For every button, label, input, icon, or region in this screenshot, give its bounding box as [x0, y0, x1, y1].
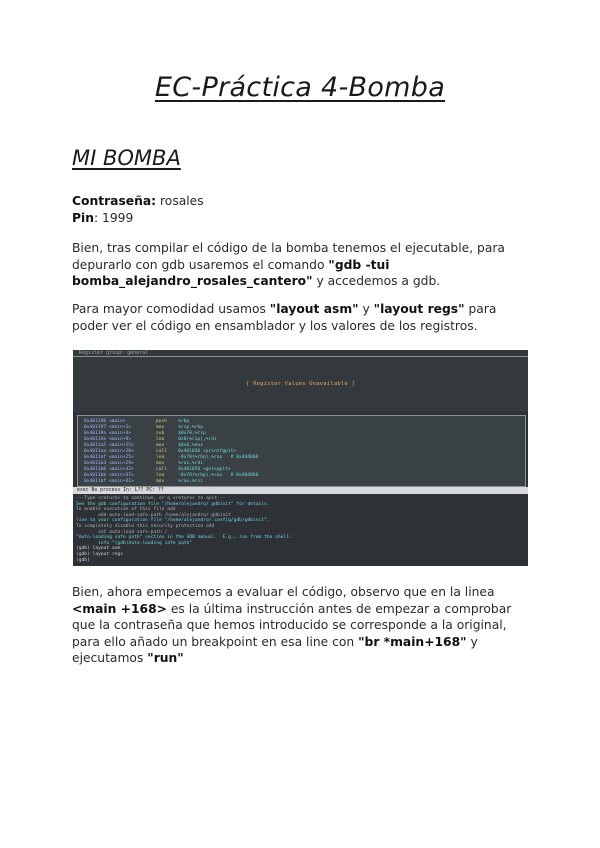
paragraph-gdb [72, 240, 532, 290]
asm-operands: -0x70(%rbp),%rax # 0x404060 [178, 455, 259, 460]
asm-opcode: call [155, 449, 179, 454]
asm-opcode: mov [155, 461, 179, 466]
gdb-output-line: To enable execution of this file add [76, 507, 176, 513]
paragraph-layout-text: Para mayor comodidad usamos [72, 302, 270, 316]
gdb-output-line: set auto-load safe-path / [76, 529, 168, 535]
section-title: MI BOMBA [72, 146, 181, 170]
document-title: EC-Práctica 4-Bomba [154, 72, 446, 103]
gdb-output-line: See the gdb configuration file "/home/alejandro/.gdbinit" for details. [76, 501, 270, 507]
gdb-output-line: line to your configuration file "/home/alejandro/.config/gdb/gdbinit". [76, 518, 270, 524]
asm-address: 0x4011bb <main+37> [84, 473, 156, 478]
gdb-output-line: (gdb) layout regs [76, 552, 124, 557]
asm-opcode: mov [155, 425, 179, 430]
paragraph-gdb-end: y accedemos a gdb. [312, 274, 441, 288]
asm-address: 0x40119e <main+8> [84, 437, 156, 442]
command-pane [76, 496, 524, 564]
gdb-terminal-screenshot [73, 350, 528, 566]
status-left: exec No process In: L?? PC: ?? [77, 488, 164, 493]
paragraph-layout [72, 301, 532, 334]
asm-operands: %rax,%rdi [178, 461, 203, 466]
layout-asm-command: "layout asm" [269, 302, 359, 316]
gdb-output-line: ---Type <return> to continue, or q <return> to quit--- [76, 496, 226, 501]
paragraph-breakpoint-mid: es la última instrucción antes de empezar a comprobar que la contraseña que hemos introducido se corresponde a la original, para ello añado un breakpoint en esa line con [72, 601, 512, 649]
register-values-unavailable: [ Register Values Unavailable ] [246, 381, 355, 387]
asm-opcode: mov [155, 443, 179, 448]
asm-opcode: mov [155, 479, 179, 484]
gdb-command: "gdb -tui bomba_alejandro_rosales_cantero" [72, 257, 390, 288]
asm-address: 0x4011aa <main+20> [84, 449, 156, 454]
asm-line [84, 479, 203, 485]
asm-operands: $0x70,%rsp [178, 431, 206, 436]
gdb-output-line: (gdb) [76, 557, 93, 563]
asm-address: 0x4011bf <main+41> [84, 479, 156, 484]
paragraph-breakpoint-and: y ejecutamos [72, 634, 478, 665]
gdb-output-line: info "(gdb)Auto-loading safe path" [76, 540, 193, 546]
asm-address: 0x401196 <main> [84, 419, 156, 424]
asm-operands: 0x401050 <gets@plt> [178, 467, 231, 472]
asm-operands: %rax,%rsi [178, 479, 203, 484]
gdb-output-line: add-auto-load-safe-path /home/alejandro/.gdbinit [76, 512, 231, 518]
asm-opcode: lea [155, 455, 179, 460]
asm-operands: -0x70(%rbp),%rax # 0x404060 [178, 473, 259, 478]
gdb-output-line: "Auto-loading safe path" section in the GDB manual. E.g., run from the shell: [76, 535, 292, 541]
layout-regs-command: "layout regs" [373, 302, 465, 316]
pin-value: : 1999 [93, 210, 134, 225]
register-pane-label: Register group: general [79, 350, 149, 356]
credentials-block [72, 193, 532, 226]
asm-opcode: push [155, 419, 179, 424]
main-168-ref: <main +168> [72, 601, 167, 616]
password-value: rosales [156, 194, 204, 208]
status-bar [73, 487, 528, 494]
asm-operands: 0x401030 <printf@plt> [178, 449, 237, 454]
paragraph-layout-end: para poder ver el código en ensamblador y los valores de los registros. [72, 302, 497, 333]
pin-label: Pin [72, 210, 94, 225]
asm-opcode: call [155, 467, 179, 472]
asm-opcode: sub [155, 431, 179, 436]
gdb-output-line: (gdb) layout asm [76, 546, 121, 552]
assembly-pane [77, 415, 526, 487]
gdb-output-line: To completely disable this security protection add [76, 524, 215, 529]
paragraph-gdb-text: Bien, tras compilar el código de la bomba tenemos el ejecutable, para depurarlo con gdb usaremos el comando [72, 241, 505, 272]
asm-address: 0x4011b6 <main+32> [84, 467, 156, 472]
asm-operands: 0x0(%rip),%rdi [178, 437, 217, 442]
asm-opcode: lea [155, 437, 179, 442]
register-pane [73, 350, 528, 412]
asm-operands: $0x0,%eax [178, 443, 203, 448]
asm-operands: %rsp,%rbp [178, 425, 203, 430]
asm-address: 0x40119a <main+4> [84, 431, 156, 436]
run-command: "run" [147, 651, 184, 665]
asm-address: 0x4011af <main+25> [84, 455, 156, 460]
asm-address: 0x401197 <main+1> [84, 425, 156, 430]
paragraph-breakpoint-text: Bien, ahora empecemos a evaluar el código, observo que en la linea [72, 585, 495, 599]
breakpoint-command: "br *main+168" [358, 634, 467, 649]
asm-operands: %rbp [178, 419, 190, 424]
asm-address: 0x4011a5 <main+15> [84, 443, 156, 448]
asm-opcode: lea [155, 473, 179, 478]
password-label: Contraseña: [72, 194, 157, 208]
paragraph-layout-and: y [358, 302, 374, 316]
asm-address: 0x4011b3 <main+29> [84, 461, 156, 466]
paragraph-breakpoint [72, 584, 532, 667]
